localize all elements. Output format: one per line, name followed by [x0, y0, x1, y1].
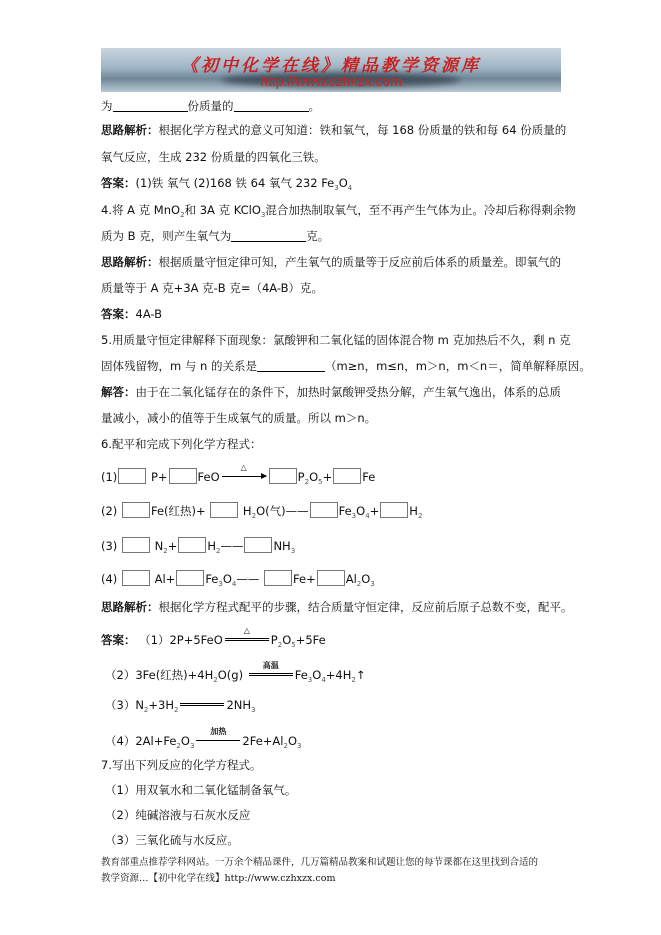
- text: （2）纯碱溶液与石灰水反应: [105, 808, 251, 822]
- coefficient-box: [210, 502, 238, 518]
- text-line: [101, 175, 352, 196]
- text: O: [222, 572, 232, 586]
- text-line: [101, 757, 261, 773]
- text: +3H: [148, 698, 174, 712]
- subscript: 2: [251, 512, 257, 520]
- text: 克。: [306, 229, 330, 243]
- text: +: [322, 470, 333, 484]
- coefficient-box: [122, 502, 150, 518]
- section-label: 答案：: [101, 176, 136, 190]
- coefficient-box: [333, 468, 361, 484]
- text: (2): [101, 504, 121, 518]
- text: 氧气反应，生成 232 份质量的四氧化三铁。: [101, 150, 326, 164]
- footer-link[interactable]: 教学资源…【初中化学在线】http://www.czhxzx.com: [101, 873, 336, 884]
- text-line: [105, 661, 366, 688]
- coefficient-box: [176, 570, 204, 586]
- section-label: 思路解析：: [101, 255, 159, 269]
- text: （1）2P+5FeO: [135, 633, 223, 647]
- text: O: [287, 734, 298, 748]
- text: （m≥n，m≤n，m＞n，m＜n＝，简单解释原因。: [324, 359, 591, 373]
- text: P: [297, 470, 305, 484]
- subscript: 3: [251, 706, 256, 714]
- text: 根据化学方程式的意义可知道：铁和氧气，每 168 份质量的铁和每 64 份质量的: [158, 123, 567, 137]
- subscript: 2: [277, 641, 283, 649]
- text: (1): [101, 470, 118, 484]
- text: 份质量的: [187, 99, 234, 113]
- text-line: [101, 599, 573, 615]
- text: 。: [308, 99, 320, 113]
- fill-in-blank: [234, 99, 309, 112]
- subscript: 4: [365, 512, 370, 520]
- coefficient-box: [122, 537, 150, 553]
- text: 为: [101, 99, 113, 113]
- subscript: 2: [304, 478, 310, 486]
- subscript: 2: [356, 580, 362, 588]
- coefficient-box: [317, 570, 345, 586]
- subscript: 2: [283, 742, 288, 750]
- text: (3): [101, 539, 121, 553]
- text-line: [105, 832, 239, 848]
- text: 4A-B: [135, 307, 163, 321]
- text: Fe: [205, 572, 219, 586]
- subscript: 2: [174, 706, 179, 714]
- reaction-condition: [222, 463, 266, 483]
- text-line: [101, 228, 329, 244]
- subscript: 3: [297, 742, 302, 750]
- text-line: [101, 570, 375, 592]
- text-line: [101, 626, 326, 653]
- fill-in-blank: [113, 99, 188, 112]
- banner-title: 《初中化学在线》精品教学资源库: [181, 56, 481, 76]
- text: 5.用质量守恒定律解释下面现象：氯酸钾和二氧化锰的固体混合物 m 克加热后不久，剩 n 克: [101, 333, 571, 347]
- text-line: [101, 202, 576, 223]
- subscript: 2: [351, 676, 356, 684]
- coefficient-box: [169, 468, 197, 484]
- text: 2Fe+Al: [242, 734, 284, 748]
- subscript: 5: [318, 478, 323, 486]
- reaction-arrow-icon: [196, 740, 240, 741]
- coefficient-box: [244, 537, 272, 553]
- section-label: 答案：: [101, 307, 136, 321]
- subscript: 3: [307, 676, 313, 684]
- reaction-condition: [249, 661, 293, 681]
- condition-label: △: [240, 463, 247, 472]
- reaction-condition: [180, 697, 224, 711]
- text: 根据质量守恒定律可知，产生氧气的质量等于反应前后体系的质量差。即氧气的: [158, 255, 561, 269]
- subscript: 3: [351, 512, 357, 520]
- text: +4H: [325, 668, 352, 682]
- text-line: [101, 502, 422, 524]
- fill-in-blank: [257, 359, 325, 372]
- text-line: [101, 384, 561, 400]
- text: P+: [147, 470, 168, 484]
- condition-label: △: [243, 626, 250, 635]
- text: ——: [236, 572, 264, 586]
- text: ↑: [355, 668, 366, 682]
- reaction-condition: [196, 727, 240, 747]
- coefficient-box: [380, 502, 408, 518]
- text-line: [101, 98, 320, 114]
- section-label: 答案：: [101, 633, 136, 647]
- subscript: 5: [291, 641, 296, 649]
- text: O(g): [217, 668, 247, 682]
- text: O: [282, 633, 292, 647]
- reaction-arrow-icon: [225, 638, 269, 641]
- text: (4): [101, 572, 121, 586]
- text: 根据化学方程式配平的步骤，结合质量守恒定律，反应前后原子总数不变，配平。: [158, 600, 573, 614]
- text-line: [101, 122, 566, 138]
- text-line: [101, 306, 162, 322]
- text-line: [101, 280, 323, 296]
- text: Fe+: [293, 572, 316, 586]
- text: H: [239, 504, 252, 518]
- reaction-arrow-icon: [249, 673, 293, 676]
- condition-label: 加热: [210, 727, 227, 736]
- section-label: 解答：: [101, 385, 136, 399]
- subscript: 2: [176, 742, 181, 750]
- subscript: 3: [218, 580, 223, 588]
- text: （3）N: [105, 698, 144, 712]
- text: O(气)——: [256, 504, 309, 518]
- text: FeO: [197, 470, 220, 484]
- text: Fe: [338, 504, 352, 518]
- subscript: 3: [290, 547, 296, 555]
- text: O: [312, 668, 322, 682]
- text: +: [369, 504, 380, 518]
- section-label: 思路解析：: [101, 600, 159, 614]
- text-line: [101, 332, 571, 348]
- subscript: 2: [163, 547, 168, 555]
- text: 混合加热制取氧气，至不再产生气体为止。冷却后称得剩余物: [265, 203, 576, 217]
- text: 7.写出下列反应的化学方程式。: [101, 758, 262, 772]
- reaction-arrow-icon: [222, 476, 266, 477]
- text-line: [105, 697, 256, 718]
- text: （4）2Al+Fe: [105, 734, 177, 748]
- text: ——: [220, 539, 244, 553]
- section-label: 思路解析：: [101, 123, 159, 137]
- text: +: [167, 539, 178, 553]
- footer-promo: 教育部重点推荐学科网站。一万余个精品课件，几万篇精品教案和试题让您的每节课都在这里找到合适的: [101, 857, 539, 868]
- coefficient-box: [310, 502, 338, 518]
- text: Al+: [150, 572, 176, 586]
- text-line: [101, 436, 261, 452]
- subscript: 2: [215, 547, 221, 555]
- banner-url[interactable]: http://www.czhxzx.com: [260, 73, 402, 89]
- text: H: [207, 539, 216, 553]
- subscript: 3: [189, 742, 195, 750]
- text: O: [180, 734, 190, 748]
- coefficient-box: [118, 468, 146, 484]
- text-line: [101, 149, 326, 165]
- text: Fe: [362, 470, 376, 484]
- text: Fe(红热)+: [150, 504, 210, 518]
- text-line: [105, 807, 250, 823]
- text: Al: [345, 572, 357, 586]
- text: 4.将 A 克 MnO: [101, 203, 181, 217]
- subscript: 3: [334, 184, 339, 192]
- coefficient-box: [264, 570, 292, 586]
- text: 量减小，减小的值等于生成氧气的质量。所以 m＞n。: [101, 411, 377, 425]
- subscript: 3: [370, 580, 375, 588]
- text: +5Fe: [295, 633, 326, 647]
- fill-in-blank: [231, 229, 306, 242]
- text: Fe: [294, 668, 308, 682]
- subscript: 2: [213, 676, 218, 684]
- text: （1）用双氧水和二氧化锰制备氧气。: [105, 783, 297, 797]
- text: （2）3Fe(红热)+4H: [105, 668, 214, 682]
- coefficient-box: [122, 570, 150, 586]
- text-line: [101, 463, 376, 490]
- text-line: [101, 358, 591, 374]
- reaction-condition: [225, 626, 269, 646]
- coefficient-box: [269, 468, 297, 484]
- subscript: 4: [321, 676, 326, 684]
- text: P: [270, 633, 278, 647]
- text: O: [356, 504, 366, 518]
- text: 和 3A 克 KClO: [184, 203, 261, 217]
- subscript: 4: [231, 580, 237, 588]
- text: H: [409, 504, 418, 518]
- text-line: [105, 782, 296, 798]
- subscript: 2: [143, 706, 149, 714]
- text-line: [101, 410, 376, 426]
- subscript: 2: [180, 211, 185, 219]
- text: （3）三氧化硫与水反应。: [105, 833, 239, 847]
- reaction-arrow-icon: [180, 703, 224, 706]
- subscript: 4: [347, 184, 353, 192]
- text: (1)铁 氧气 (2)168 铁 64 氧气 232 Fe: [135, 176, 335, 190]
- text: 6.配平和完成下列化学方程式：: [101, 437, 262, 451]
- text: 2NH: [226, 698, 252, 712]
- subscript: 3: [260, 211, 266, 219]
- text: O: [338, 176, 348, 190]
- text: 由于在二氧化锰存在的条件下，加热时氯酸钾受热分解，产生氧气逸出，体系的总质: [135, 385, 561, 399]
- site-banner: [101, 48, 561, 92]
- text: O: [309, 470, 319, 484]
- text-line: [101, 254, 561, 270]
- text-line: [101, 537, 295, 559]
- subscript: 2: [417, 512, 423, 520]
- coefficient-box: [178, 537, 206, 553]
- text: 质量等于 A 克+3A 克-B 克=（4A-B）克。: [101, 281, 324, 295]
- text: 固体残留物，m 与 n 的关系是: [101, 359, 257, 373]
- text-line: [105, 727, 302, 754]
- text: N: [150, 539, 164, 553]
- text: 质为 B 克，则产生氧气为: [101, 229, 232, 243]
- text: O: [361, 572, 371, 586]
- condition-label: 高温: [262, 661, 279, 670]
- text: NH: [273, 539, 291, 553]
